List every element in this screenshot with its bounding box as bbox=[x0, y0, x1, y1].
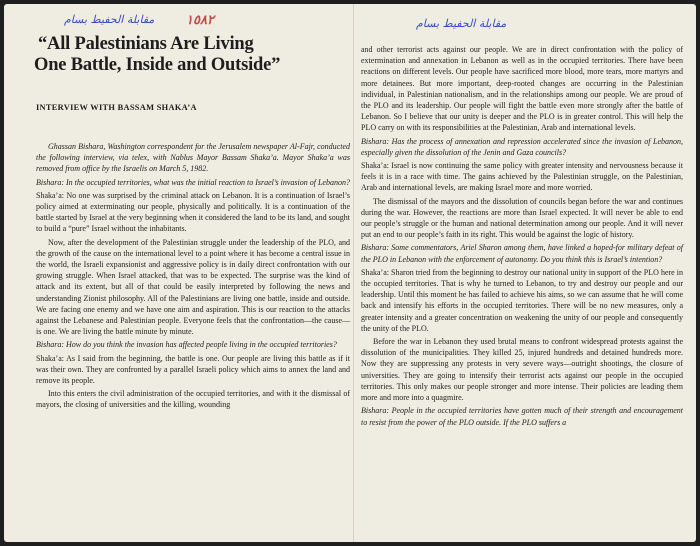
handwritten-number: ١٥٨٢ bbox=[186, 13, 214, 28]
handwritten-note-left: مقابلة الحفيط بسام bbox=[64, 13, 155, 26]
answer-3: Shaka’a: Israel is now continuing the same policy with greater intensity and nervousness because it feels it is in a race with time. The gains achieved by the Palestinian struggle, on the Palestinian, Arab and international levels, are making Israel more and more worried. bbox=[361, 161, 683, 193]
paragraph-3: Into this enters the civil administration of the occupied territories, and with it the dismissal of mayors, the closing of universities and the killing, wounding bbox=[36, 389, 350, 410]
question-3: Bishara: Has the process of annexation and repression accelerated since the invasion of Lebanon, especially given the dissolution of the Jenin and Gaza councils? bbox=[361, 136, 683, 157]
right-body bbox=[361, 44, 683, 430]
answer-1: Shaka’a: No one was surprised by the criminal attack on Lebanon. It is a continuation of Israel’s policy aimed at exterminating our people, physically and politically. It is a continuation of the battle started by Israel at the very beginning when it considered the land to be its land, and sought to build a “pure” Israel without the inhabitants. bbox=[36, 190, 350, 234]
paragraph-2: Now, after the development of the Palestinian struggle under the leadership of the PLO, and the growth of the cause on the international level to a point where it has become a central issue in the world, the Israeli expansionist and aggressive policy is in daily direct confrontation with our growing struggle. When Israel attacked, that was to be expected. The surprise was the kind of attack and its extent, but all of that could be easily interpreted by following the news and understanding Zionist philosophy. All of the Palestinians are living one battle, inside and outside. We are facing one enemy and we have one aim and aspiration. This is our reaction to the attacks against the Lebanese and Palestinian people. Everyone feels that the confrontation—the cause—is one. We are living the battle minute by minute. bbox=[36, 237, 350, 337]
answer-4: Shaka’a: Sharon tried from the beginning to destroy our national unity in support of the PLO here in the occupied territories. That is why he turned to Lebanon, to try and destroy our people and our leadership. Until this moment he has failed to achieve his aims, so we can assume that he will come back and intensify his efforts in the occupied territories. There will be no new measures, only a greater intensity and a greater concentration on weakening the unity of our people and consequently the unity of the PLO. bbox=[361, 267, 683, 333]
intro-paragraph: Ghassan Bishara, Washington correspondent for the Jerusalem newspaper Al-Fajr, conducted the following interview, via telex, with Nablus Mayor Bassam Shaka’a. Mayor Shaka’a was removed from office by the Israelis on March 5, 1982. bbox=[36, 142, 350, 174]
handwritten-note-right: مقابلة الحفيط بسام bbox=[416, 17, 507, 30]
paragraph-dismissal: The dismissal of the mayors and the dissolution of councils began before the war and continues during the war. However, the reactions are more than Israel expected. It will never be able to end our people’s struggle or the human and national determination among our people. And it will never put an end to our people’s faith in its right. This would be against the logic of history. bbox=[361, 196, 683, 240]
paragraph-continued: and other terrorist acts against our people. We are in direct confrontation with the policy of extermination and annexation in Lebanon as well as in the occupied territories. There have been reactions on different levels. Our people have sacrificed more blood, more tears, more martyrs and more detainees. But more important, deep-rooted changes are occurring in the Palestinian individual, in Palestinian nationalism, and in the relationships among our people. We are proud of the PLO and its leadership. Our people will fight the battle even more strongly after the battle of Lebanon. So I believe that our unity is deeper and the PLO is in greater control. This will help the PLO carry on with its responsibilities at the Palestinian, Arab and international levels. bbox=[361, 45, 683, 133]
answer-2: Shaka’a: As I said from the beginning, the battle is one. Our people are living this battle as if it was their own. They are confronted by a parallel Israeli policy which aims to annex the land and remove its people. bbox=[36, 353, 350, 386]
interview-heading: INTERVIEW WITH BASSAM SHAKA’A bbox=[36, 103, 197, 112]
left-body bbox=[36, 141, 350, 413]
question-4: Bishara: Some commentators, Ariel Sharon among them, have linked a hoped-for military defeat of the PLO in Lebanon with the enforcement of autonomy. Do you think this is Israel’s intention? bbox=[361, 243, 683, 264]
question-2: Bishara: How do you think the invasion has affected people living in the occupied territories? bbox=[36, 340, 337, 350]
document-sheet bbox=[4, 4, 696, 542]
title-line-1: “All Palestinians Are Living bbox=[38, 34, 254, 54]
question-5: Bishara: People in the occupied territories have gotten much of their strength and encouragement to resist from the power of the PLO outside. If the PLO suffers a bbox=[361, 406, 683, 427]
question-1: Bishara: In the occupied territories, what was the initial reaction to Israel’s invasion of Lebanon? bbox=[36, 177, 350, 187]
page-fold bbox=[353, 4, 354, 542]
article-title bbox=[34, 34, 358, 76]
paragraph-protests: Before the war in Lebanon they used brutal means to confront widespread protests against the dissolution of the municipalities. They killed 25, injured hundreds and detained hundreds more. Now they are suppressing any protests in very severe ways—outright shootings, the closure of universities. They are going to intensify their terrorist acts against our people in the occupied territories. This only makes our people stronger and more intense. Their policies are leading them more and more into a quagmire. bbox=[361, 337, 683, 403]
title-line-2: One Battle, Inside and Outside” bbox=[34, 55, 281, 75]
